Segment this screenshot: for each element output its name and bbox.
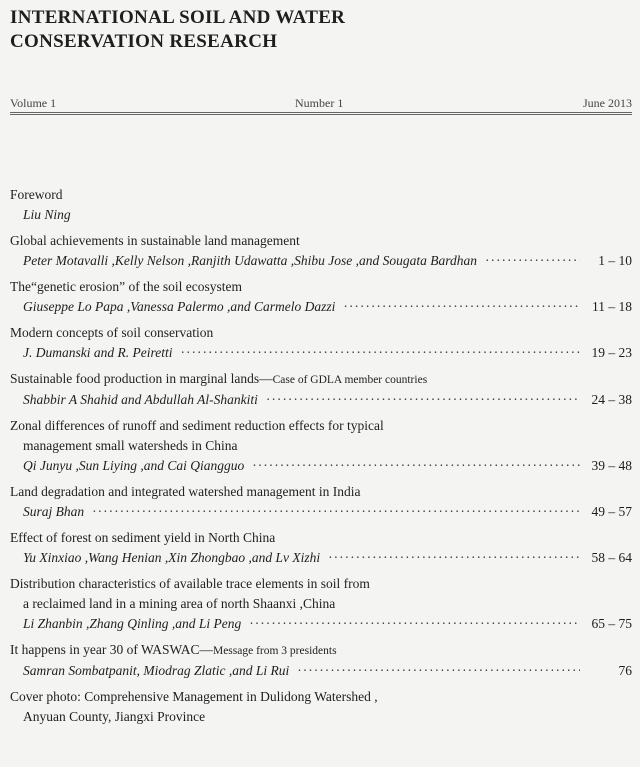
dot-leader bbox=[180, 343, 580, 363]
issue-date: June 2013 bbox=[583, 96, 632, 110]
cover-photo-line-1: Cover photo: Comprehensive Management in Dulidong Watershed , bbox=[10, 689, 378, 704]
dot-leader bbox=[343, 297, 580, 317]
entry-title-main: Sustainable food production in marginal lands— bbox=[10, 371, 273, 386]
entry-authors: Shabbir A Shahid and Abdullah Al-Shankiti bbox=[23, 392, 258, 407]
entry-pages: 24 – 38 bbox=[591, 392, 632, 407]
header-rule-bottom bbox=[10, 114, 632, 115]
number-label: Number 1 bbox=[295, 96, 344, 110]
dot-leader bbox=[266, 390, 580, 410]
entry-title bbox=[10, 640, 632, 661]
entry-title: Foreword bbox=[10, 187, 63, 202]
toc-entry bbox=[10, 528, 632, 568]
entry-title-continued: management small watersheds in China bbox=[23, 438, 238, 453]
dot-leader bbox=[249, 614, 580, 634]
entry-authors: Suraj Bhan bbox=[23, 504, 85, 519]
toc-entry bbox=[10, 640, 632, 681]
entry-pages: 11 – 18 bbox=[592, 299, 632, 314]
entry-title: Distribution characteristics of available trace elements in soil from bbox=[10, 576, 370, 591]
entry-title-sub: Message from 3 presidents bbox=[212, 645, 337, 657]
entry-title: Land degradation and integrated watershed management in India bbox=[10, 484, 361, 499]
toc-entry-foreword bbox=[10, 185, 632, 225]
toc-entry bbox=[10, 369, 632, 410]
entry-pages: 76 bbox=[618, 663, 632, 678]
entry-pages: 65 – 75 bbox=[591, 616, 632, 631]
toc-entry bbox=[10, 231, 632, 271]
entry-title: Zonal differences of runoff and sediment reduction effects for typical bbox=[10, 418, 384, 433]
toc-entry bbox=[10, 574, 632, 634]
dot-leader bbox=[485, 251, 580, 271]
journal-title bbox=[10, 6, 410, 54]
entry-authors: J. Dumanski and R. Peiretti bbox=[23, 345, 173, 360]
dot-leader bbox=[328, 548, 580, 568]
entry-title: Effect of forest on sediment yield in North China bbox=[10, 530, 276, 545]
toc-entry bbox=[10, 416, 632, 476]
entry-pages: 58 – 64 bbox=[591, 550, 632, 565]
journal-title-line-1: INTERNATIONAL SOIL AND WATER bbox=[10, 7, 346, 28]
entry-authors: Liu Ning bbox=[23, 207, 71, 222]
dot-leader bbox=[297, 661, 580, 681]
dot-leader bbox=[252, 456, 580, 476]
entry-pages: 1 – 10 bbox=[598, 253, 632, 268]
entry-authors: Giuseppe Lo Papa ,Vanessa Palermo ,and Carmelo Dazzi bbox=[23, 299, 336, 314]
entry-pages: 19 – 23 bbox=[591, 345, 632, 360]
entry-authors: Yu Xinxiao ,Wang Henian ,Xin Zhongbao ,and Lv Xizhi bbox=[23, 550, 321, 565]
entry-authors: Qi Junyu ,Sun Liying ,and Cai Qiangguo bbox=[23, 458, 245, 473]
entry-title: Modern concepts of soil conservation bbox=[10, 325, 214, 340]
entry-title bbox=[10, 369, 632, 390]
entry-authors: Peter Motavalli ,Kelly Nelson ,Ranjith Udawatta ,Shibu Jose ,and Sougata Bardhan bbox=[23, 253, 477, 268]
entry-pages: 49 – 57 bbox=[591, 504, 632, 519]
entry-title: The“genetic erosion” of the soil ecosystem bbox=[10, 279, 243, 294]
entry-title-sub: Case of GDLA member countries bbox=[272, 374, 428, 386]
entry-pages: 39 – 48 bbox=[591, 458, 632, 473]
journal-title-line-2: CONSERVATION RESEARCH bbox=[10, 31, 278, 52]
entry-title-continued: a reclaimed land in a mining area of north Shaanxi ,China bbox=[23, 596, 336, 611]
toc-entry bbox=[10, 277, 632, 317]
table-of-contents bbox=[10, 185, 632, 727]
entry-title: Global achievements in sustainable land management bbox=[10, 233, 300, 248]
cover-photo-caption bbox=[10, 687, 632, 727]
entry-authors: Li Zhanbin ,Zhang Qinling ,and Li Peng bbox=[23, 616, 242, 631]
header-rule-top bbox=[10, 112, 632, 113]
toc-entry bbox=[10, 482, 632, 522]
entry-authors: Samran Sombatpanit, Miodrag Zlatic ,and Li Rui bbox=[23, 663, 290, 678]
toc-entry bbox=[10, 323, 632, 363]
dot-leader bbox=[92, 502, 580, 522]
cover-photo-line-2: Anyuan County, Jiangxi Province bbox=[23, 709, 206, 724]
volume-label: Volume 1 bbox=[10, 96, 57, 110]
entry-title-main: It happens in year 30 of WASWAC— bbox=[10, 642, 213, 657]
